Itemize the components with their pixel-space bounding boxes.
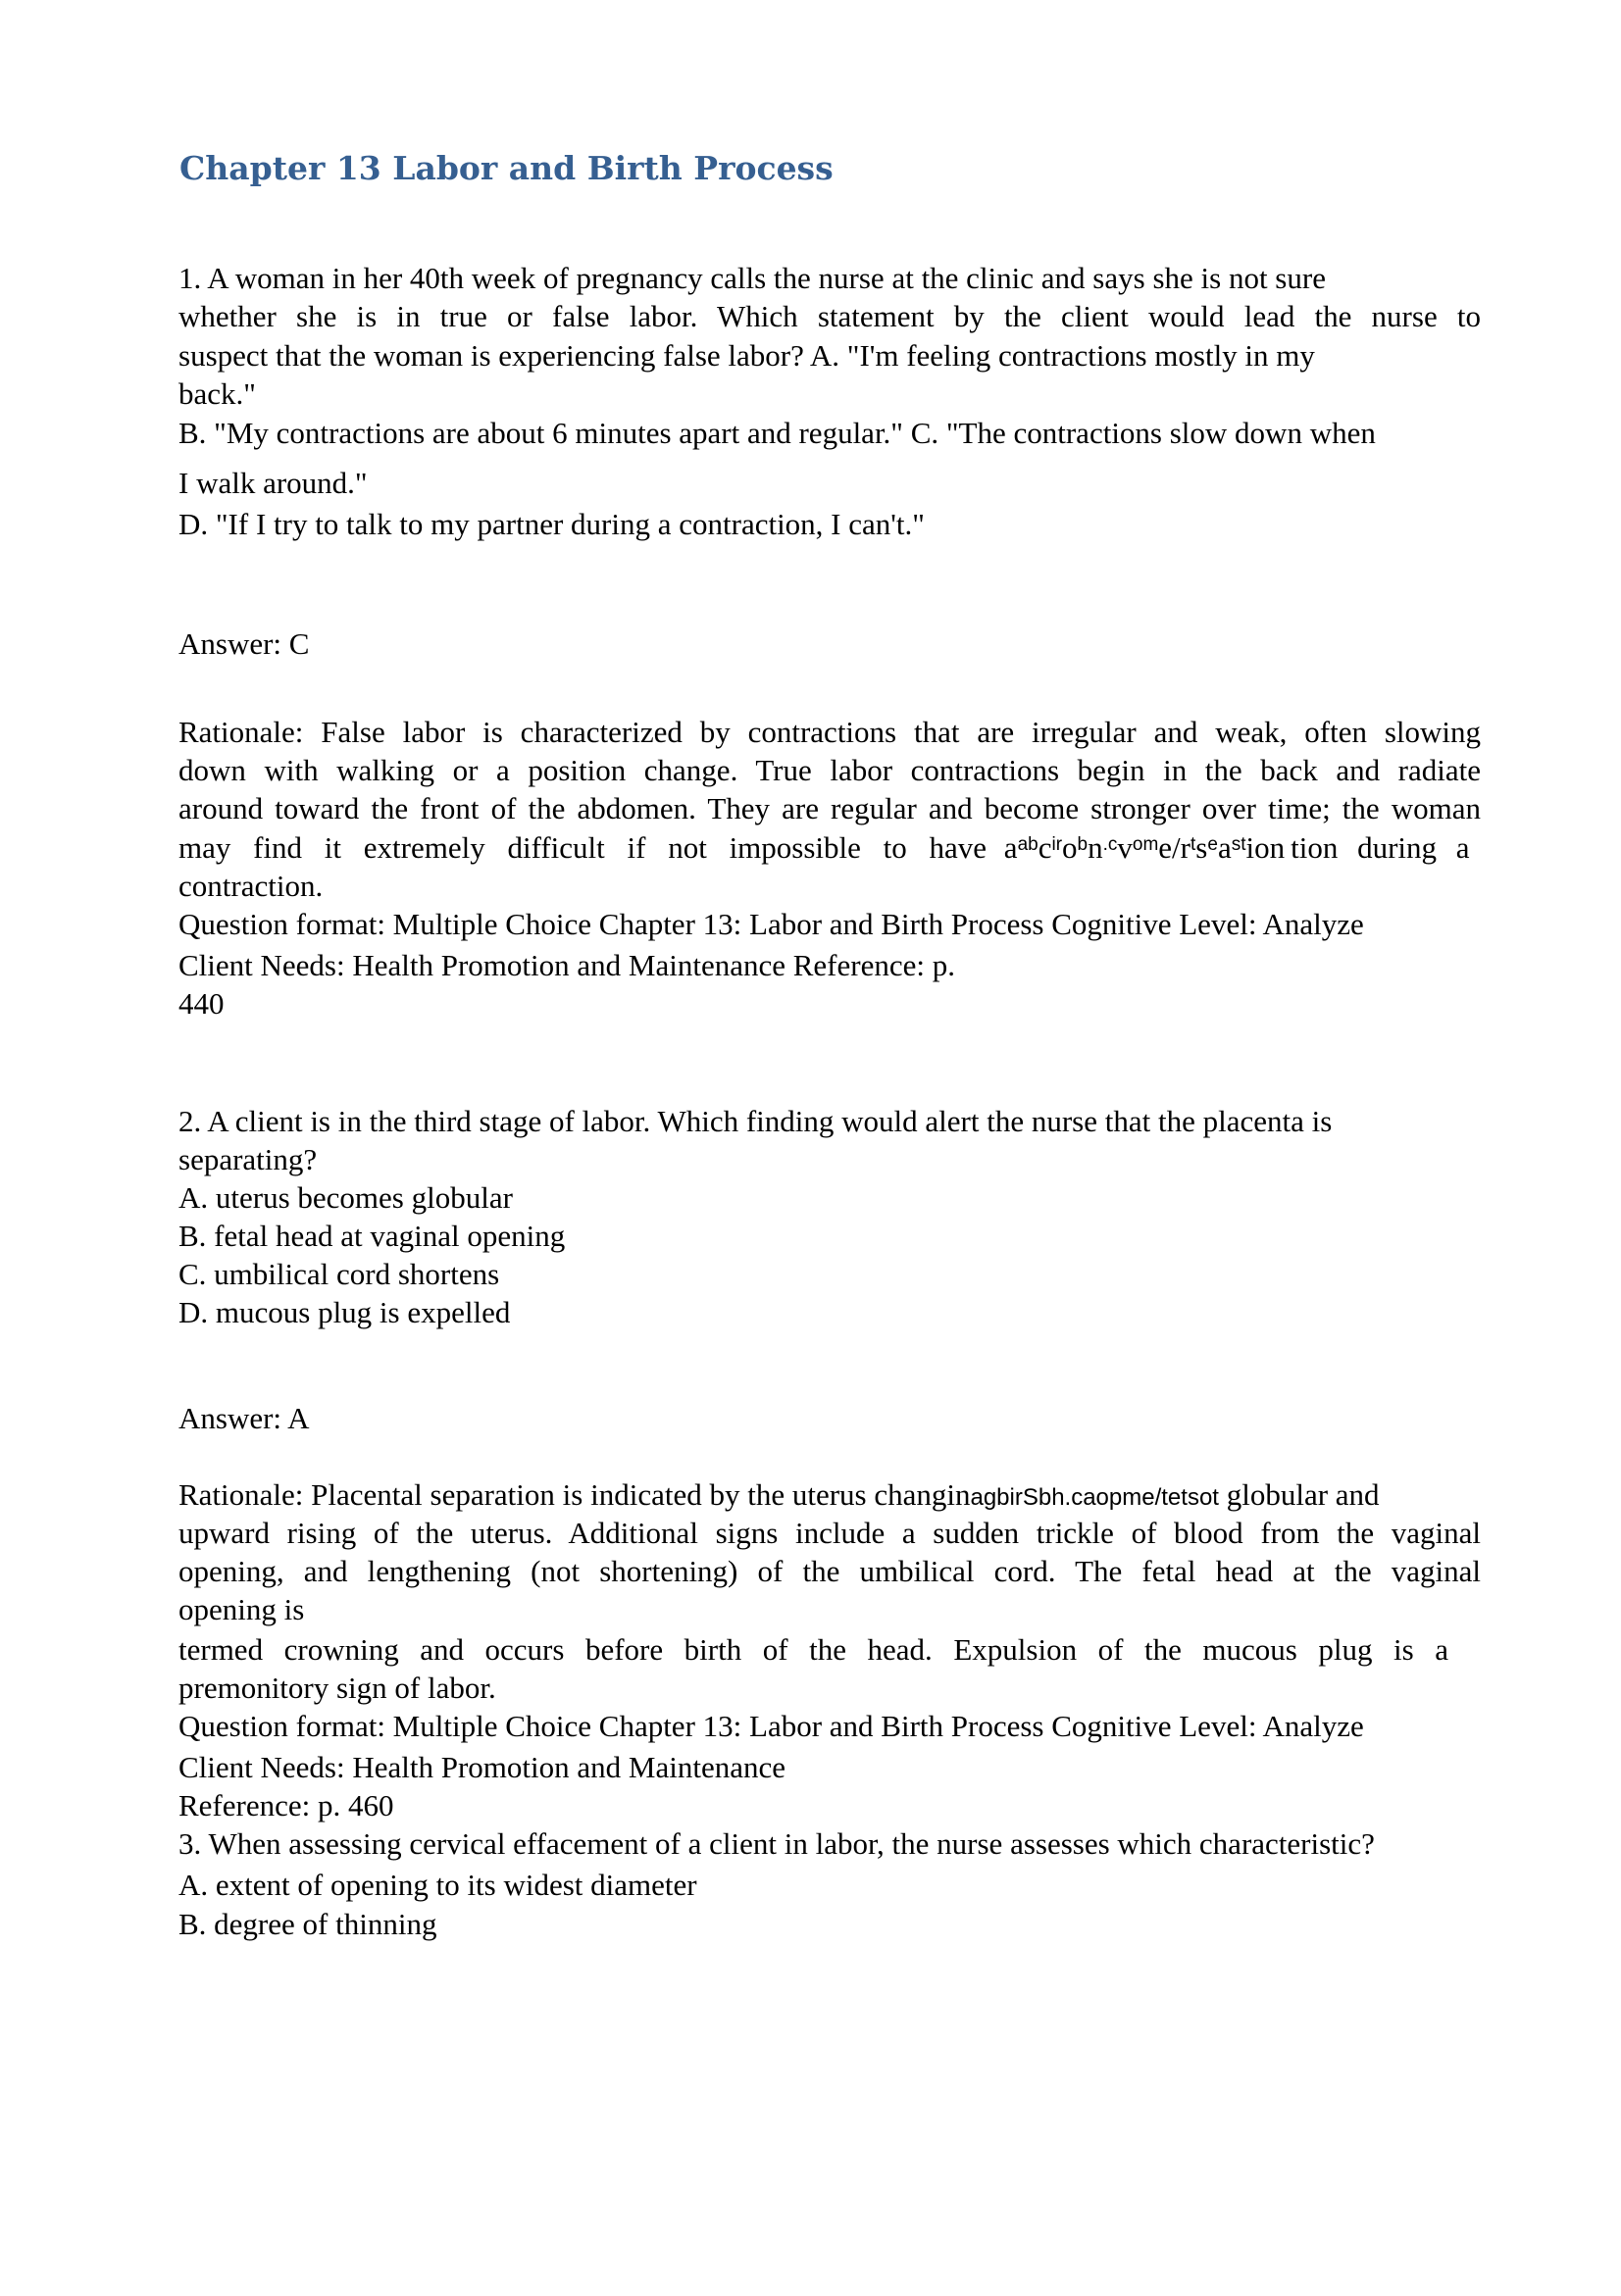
option-d: D. "If I try to talk to my partner during a contraction, I can't." [178,507,925,541]
rationale-text: premonitory sign of labor. [178,1671,496,1705]
answer: Answer: C [178,626,310,661]
rationale-text: contraction. [178,869,324,903]
option-c-cont: I walk around." [178,466,368,500]
question-text: suspect that the woman is experiencing false labor? A. "I'm feeling contractions mostly in my [178,338,1315,373]
option-b: B. fetal head at vaginal opening [178,1219,566,1253]
garbled-text: $a^{ab}c^{ir}o^bn^{.c}v^{om}e/r^ts^ea^{st}ion$ [1003,830,1286,865]
question-text: 3. When assessing cervical effacement of a client in labor, the nurse assesses which characteristic? [178,1826,1375,1861]
option-a: A. extent of opening to its widest diameter [178,1868,697,1902]
rationale-text: upward rising of the uterus. Additional signs include a sudden trickle of blood from the vaginal [178,1516,1481,1550]
question-meta: Client Needs: Health Promotion and Maintenance Reference: p. [178,948,955,982]
question-text: back." [178,376,256,411]
rationale-text [178,1475,1481,1515]
rationale-fragment: globular and [1226,1477,1380,1512]
page-title: Chapter 13 Labor and Birth Process [179,149,834,187]
rationale-text: down with walking or a position change. True labor contractions begin in the back and radiate [178,753,1481,787]
reference: Reference: p. 460 [178,1788,394,1822]
option-c: C. umbilical cord shortens [178,1257,500,1291]
garbled-text: agbirSbh.caopme/tetsot [970,1484,1219,1511]
rationale-text: around toward the front of the abdomen. They are regular and become stronger over time; the woman [178,791,1481,825]
rationale-fragment: Rationale: Placental separation is indicated by the uterus changin [178,1477,971,1512]
option-a: A. uterus becomes globular [178,1180,513,1215]
option-d: D. mucous plug is expelled [178,1295,511,1329]
question-text: whether she is in true or false labor. Which statement by the client would lead the nurse to [178,299,1481,333]
rationale-fragment: may find it extremely difficult if not impossible to have [178,830,988,865]
question-meta: Client Needs: Health Promotion and Maintenance [178,1750,785,1784]
question-text: 1. A woman in her 40th week of pregnancy calls the nurse at the clinic and says she is not sure [178,261,1326,295]
rationale-text: opening is [178,1592,305,1626]
question-meta: Question format: Multiple Choice Chapter 13: Labor and Birth Process Cognitive Level: Analyze [178,907,1364,941]
reference: 440 [178,986,225,1021]
rationale-fragment: tion during a [1291,830,1470,865]
rationale-text [178,828,1481,868]
option-b-c: B. "My contractions are about 6 minutes apart and regular." C. "The contractions slow down when [178,416,1376,450]
question-meta: Question format: Multiple Choice Chapter 13: Labor and Birth Process Cognitive Level: Analyze [178,1709,1364,1743]
option-b: B. degree of thinning [178,1907,437,1941]
question-text: separating? [178,1142,318,1176]
rationale-text: termed crowning and occurs before birth of the head. Expulsion of the mucous plug is a [178,1632,1448,1667]
rationale-text: opening, and lengthening (not shortening) of the umbilical cord. The fetal head at the vaginal [178,1554,1481,1588]
rationale-text: Rationale: False labor is characterized by contractions that are irregular and weak, often slowing [178,715,1481,749]
answer: Answer: A [178,1401,310,1435]
question-text: 2. A client is in the third stage of labor. Which finding would alert the nurse that the placenta is [178,1104,1333,1138]
